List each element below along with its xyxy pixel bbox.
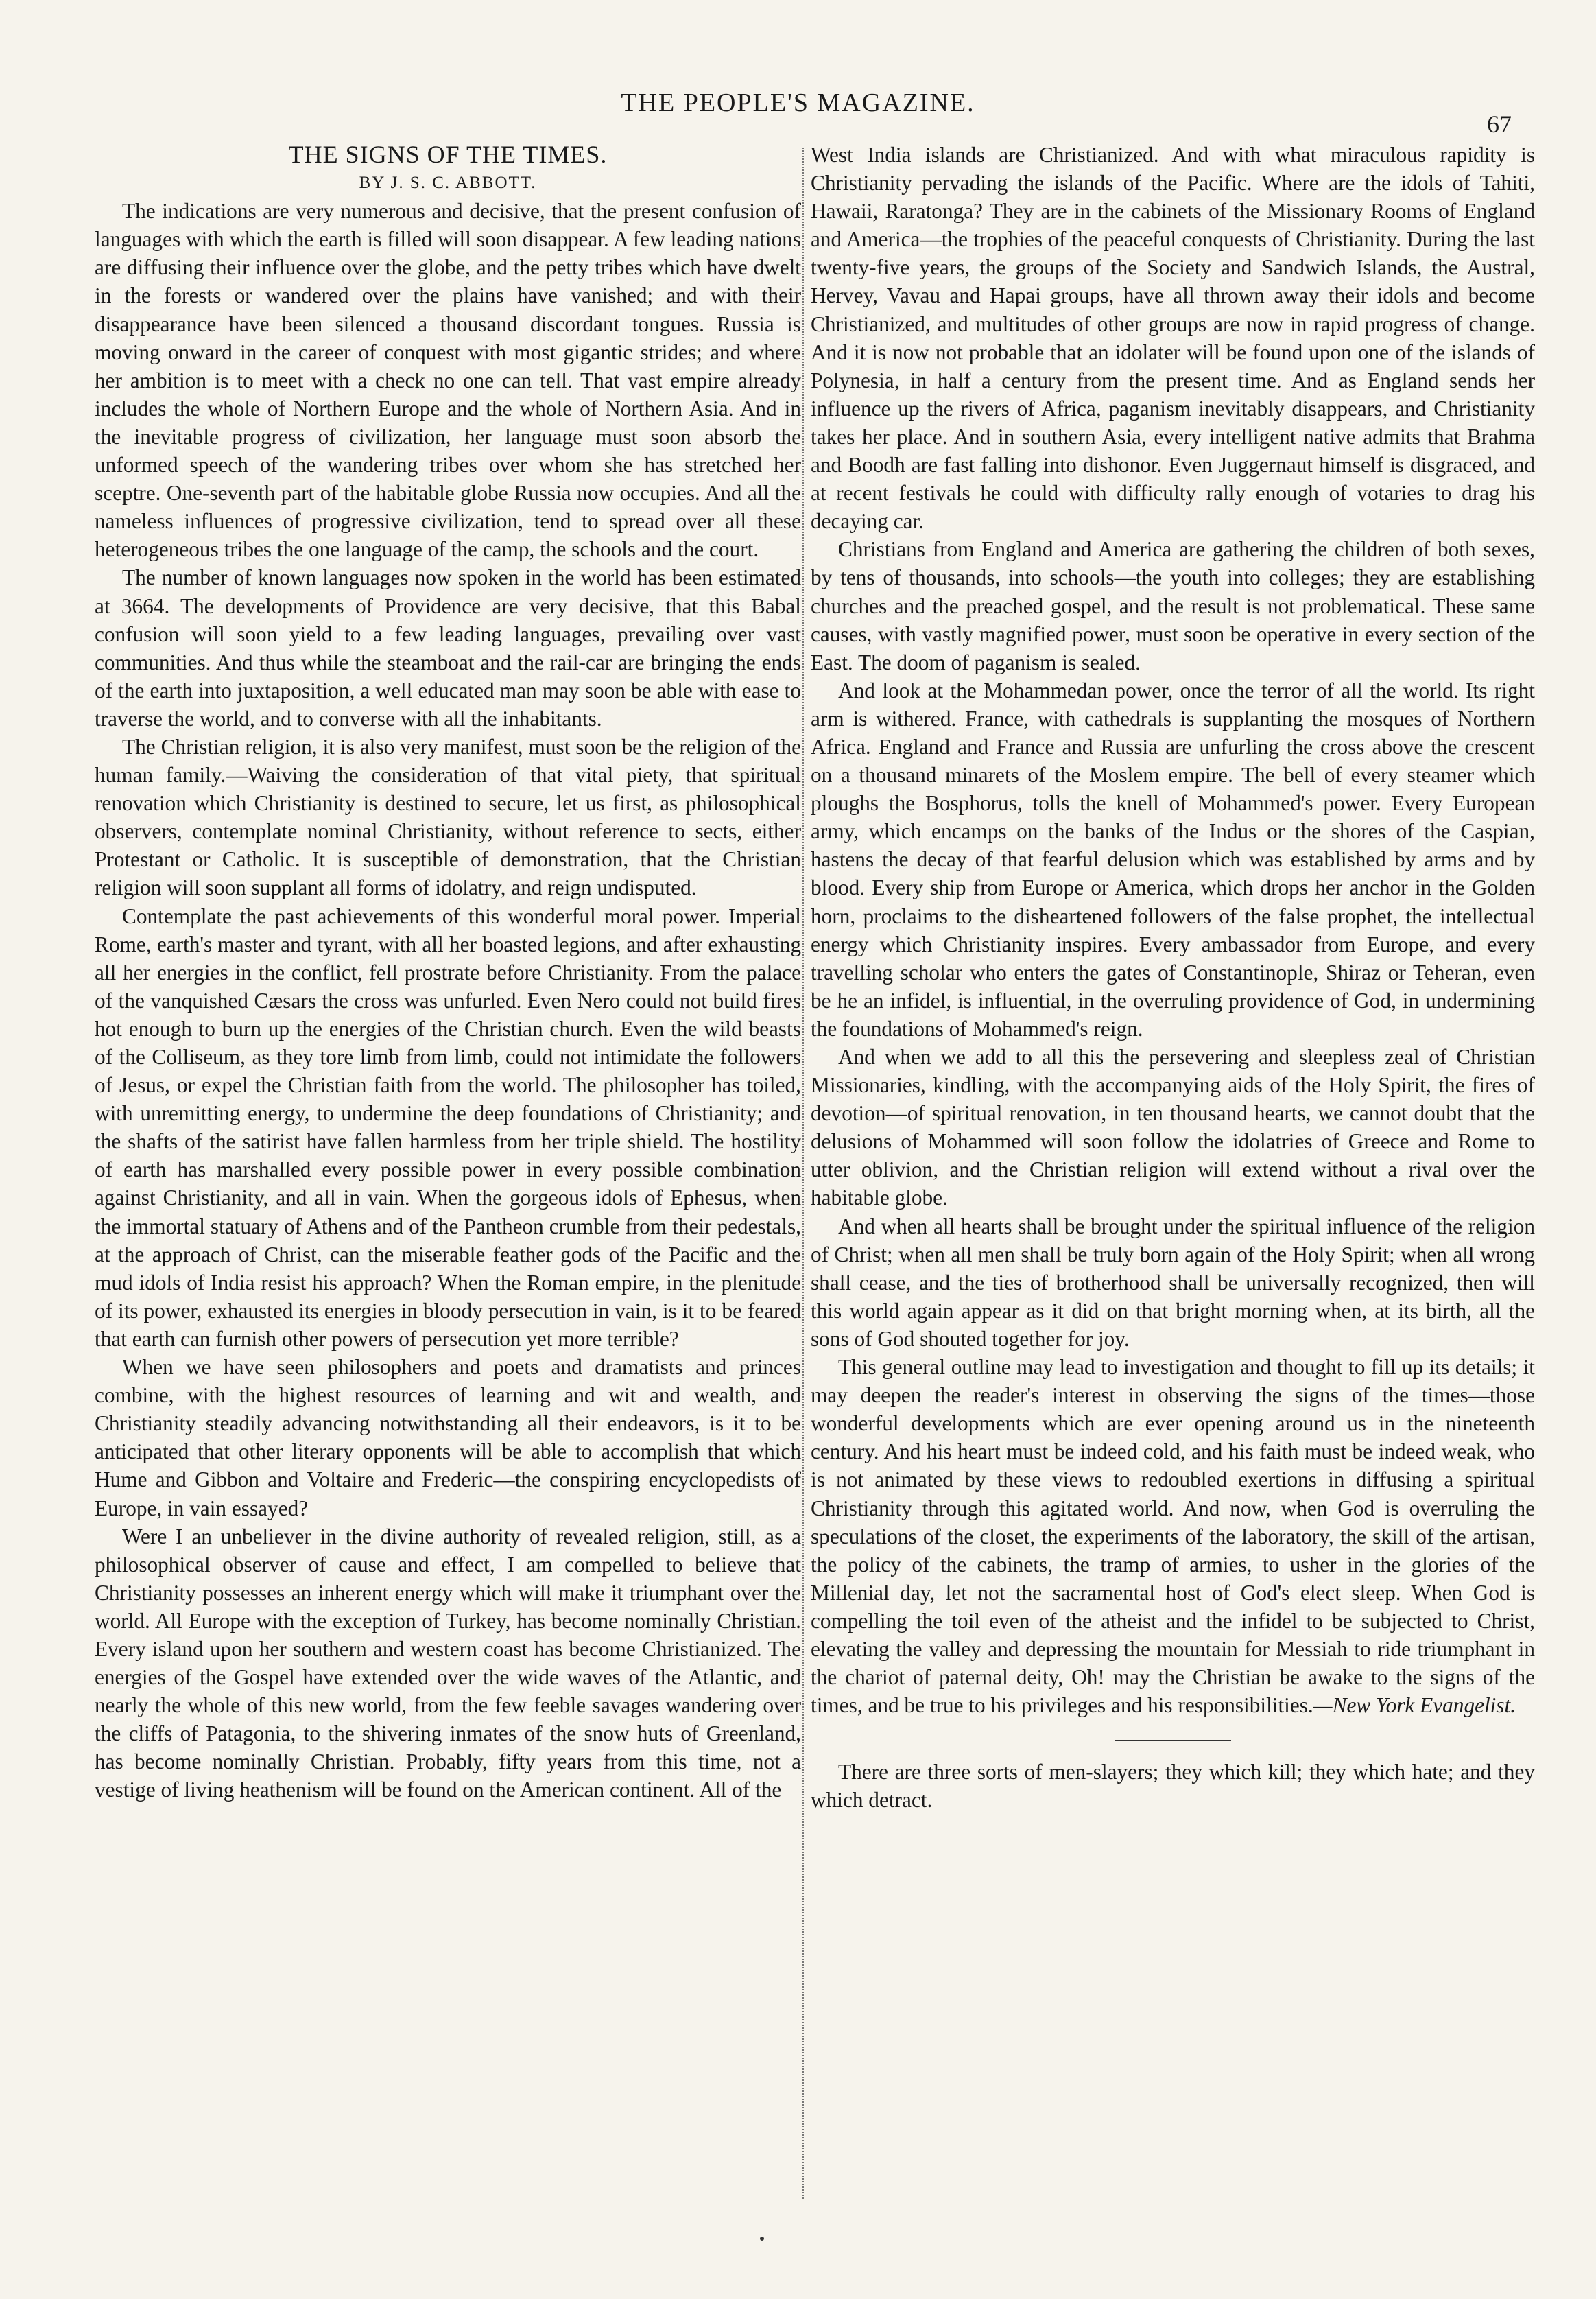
article-byline: BY J. S. C. ABBOTT. — [359, 174, 537, 193]
page-number: 67 — [1487, 110, 1512, 138]
column-divider — [802, 148, 804, 2199]
source-signature: —New York Evangelist. — [1313, 1693, 1516, 1718]
article-title: THE SIGNS OF THE TIMES. — [288, 141, 608, 168]
paragraph: Were I an unbeliever in the divine authority of revealed religion, still, as a philosophical observer of cause and effect, I am compelled to believe that Christianity possesses an inherent energy which will make it triumphant over the world. All Europe with the exception of Turkey, has become nominally Christian. Every island upon her southern and western coast has become Christianized. The energies of the Gospel have extended over the wide waves of the Atlantic, and nearly the whole of this new world, from the few feeble savages wandering over the cliffs of Patagonia, to the shivering inmates of the snow huts of Greenland, has become nominally Christian. Probably, fifty years from this time, not a vestige of living heathenism will be found on the American continent. All of the — [95, 1524, 801, 1802]
paragraph: And when we add to all this the persevering and sleepless zeal of Christian Missionaries, kindling, with the accompanying aids of the Holy Spirit, the fires of devotion—of spiritual renovation, in ten thousand hearts, we cannot doubt that the delusions of Mohammed will soon follow the idolatries of Greece and Rome to utter oblivion, and the Christian religion will extend without a rival over the habitable globe. — [811, 1045, 1535, 1210]
paragraph: West India islands are Christianized. And with what miraculous rapidity is Christianity pervading the islands of the Pacific. Where are the idols of Tahiti, Hawaii, Raratonga? They are in the cabinets of the Missionary Rooms of England and America—the trophies of the peaceful conquests of Christianity. During the last twenty-five years, the groups of the Society and Sandwich Islands, the Austral, Hervey, Vavau and Hapai groups, have all thrown away their idols and become Christianized, and multitudes of other groups are now in rapid progress of change. And it is now not probable that an idolater will be found upon one of the islands of Polynesia, in half a century from the present time. And as England sends her influence up the rivers of Africa, paganism inevitably disappears, and Christianity takes her place. And in southern Asia, every intelligent native admits that Brahma and Boodh are fast falling into dishonor. Even Juggernaut himself is disgraced, and at recent festivals he could with difficulty rally enough of votaries to drag his decaying car. — [811, 143, 1535, 534]
paragraph-with-signature — [811, 1353, 1535, 1719]
paragraph: The Christian religion, it is also very manifest, must soon be the religion of the human family.—Waiving the consideration of that vital piety, that spiritual renovation which Christianity is destined to secure, let us first, as philosophical observers, contemplate nominal Christianity, without reference to sects, either Protestant or Catholic. It is susceptible of demonstration, that the Christian religion will soon supplant all forms of idolatry, and reign undisputed. — [95, 734, 801, 900]
right-column — [811, 141, 1535, 2240]
paragraph: Contemplate the past achievements of this wonderful moral power. Imperial Rome, earth's master and tyrant, with all her boasted legions, and after exhausting all her energies in the conflict, fell prostrate before Christianity. From the palace of the vanquished Cæsars the cross was unfurled. Even Nero could not build fires hot enough to burn up the energies of the Christian church. Even the wild beasts of the Colliseum, as they tore limb from limb, could not intimidate the followers of Jesus, or expel the Christian faith from the world. The philosopher has toiled, with unremitting energy, to undermine the deep foundations of Christianity; and the shafts of the satirist have fallen harmless from her triple shield. The hostility of earth has marshalled every possible power in every possible combination against Christianity, and all in vain. When the gorgeous idols of Ephesus, when the immortal statuary of Athens and of the Pantheon crumble from their pedestals, at the approach of Christ, can the miserable feather gods of the Pacific and the mud idols of India resist his approach? When the Roman empire, in the plenitude of its power, exhausted its energies in bloody persecution in vain, is it to be feared that earth can furnish other powers of persecution yet more terrible? — [95, 904, 801, 1351]
left-column — [95, 141, 801, 2240]
paragraph-text: This general outline may lead to investigation and thought to fill up its details; it may deepen the reader's interest in observing the signs of the times—those wonderful developments which are ever opening around us in the nineteenth century. And his heart must be indeed cold, and his faith must be indeed weak, who is not animated by these views to redoubled exertions in diffusing a spiritual Christianity through this agitated world. And now, when God is overruling the speculations of the closet, the experiments of the laboratory, the skill of the artisan, the policy of the cabinets, the tramp of armies, to usher in the glories of the Millenial day, let not the sacramental host of God's elect sleep. When God is compelling the toil even of the atheist and the infidel to be subjected to Christ, elevating the valley and depressing the mountain for Messiah to ride triumphant in the chariot of paternal deity, Oh! may the Christian be awake to the signs of the times, and be true to his privileges and his responsibilities. — [811, 1355, 1535, 1718]
footnote: There are three sorts of men-slayers; they which kill; they which hate; and they which detract. — [811, 1760, 1535, 1813]
section-rule — [1115, 1740, 1231, 1741]
paragraph: When we have seen philosophers and poets and dramatists and princes combine, with the highest resources of learning and wit and wealth, and Christianity steadily advancing notwithstanding all their endeavors, is it to be anticipated that other literary opponents will be able to accomplish that which Hume and Gibbon and Voltaire and Frederic—the conspiring encyclopedists of Europe, in vain essayed? — [95, 1355, 801, 1520]
running-head: THE PEOPLE'S MAGAZINE. — [621, 89, 975, 117]
paragraph: Christians from England and America are gathering the children of both sexes, by tens of thousands, into schools—the youth into colleges; they are establishing churches and the preached gospel, and the result is not problematical. These same causes, with vastly magnified power, must soon be operative in every section of the East. The doom of paganism is sealed. — [811, 537, 1535, 674]
paragraph: The indications are very numerous and decisive, that the present confusion of languages with which the earth is filled will soon disappear. A few leading nations are diffusing their influence over the globe, and the petty tribes which have dwelt in the forests or wandered over the plains have vanished; and with their disappearance have been silenced a thousand discordant tongues. Russia is moving onward in the career of conquest with most gigantic strides; and where her ambition is to meet with a check no one can tell. That vast empire already includes the whole of Northern Europe and the whole of Northern Asia. And in the inevitable progress of civilization, her language must soon absorb the unformed speech of the wandering tribes over whom she has stretched her sceptre. One-seventh part of the habitable globe Russia now occupies. And all the nameless influences of progressive civilization, tend to spread over all these heterogeneous tribes the one language of the camp, the schools and the court. — [95, 199, 801, 562]
paragraph: And look at the Mohammedan power, once the terror of all the world. Its right arm is withered. France, with cathedrals is supplanting the mosques of Northern Africa. England and France and Russia are unfurling the cross above the crescent on a thousand minarets of the Moslem empire. The bell of every steamer which ploughs the Bosphorus, tolls the knell of Mohammed's power. Every European army, which encamps on the banks of the Indus or the shores of the Caspian, hastens the decay of that fearful delusion which was established by arms and by blood. Every ship from Europe or America, which drops her anchor in the Golden horn, proclaims to the disheartened followers of the false prophet, the intellectual energy which Christianity inspires. Every ambassador from Europe, and every travelling scholar who enters the gates of Constantinople, Shiraz or Teheran, even be he an infidel, is influential, in the overruling providence of God, in undermining the foundations of Mohammed's reign. — [811, 678, 1535, 1041]
paragraph: And when all hearts shall be brought under the spiritual influence of the religion of Christ; when all men shall be truly born again of the Holy Spirit; when all wrong shall cease, and the ties of brotherhood shall be universally recognized, then will this world again appear as it did on that bright morning when, at its birth, all the sons of God shouted together for joy. — [811, 1214, 1535, 1351]
bottom-ornament — [760, 2237, 764, 2241]
paragraph: The number of known languages now spoken in the world has been estimated at 3664. The developments of Providence are very decisive, that this Babal confusion will soon yield to a few leading languages, prevailing over vast communities. And thus while the steamboat and the rail-car are bringing the ends of the earth into juxtaposition, a well educated man may soon be able with ease to traverse the world, and to converse with all the inhabitants. — [95, 565, 801, 731]
